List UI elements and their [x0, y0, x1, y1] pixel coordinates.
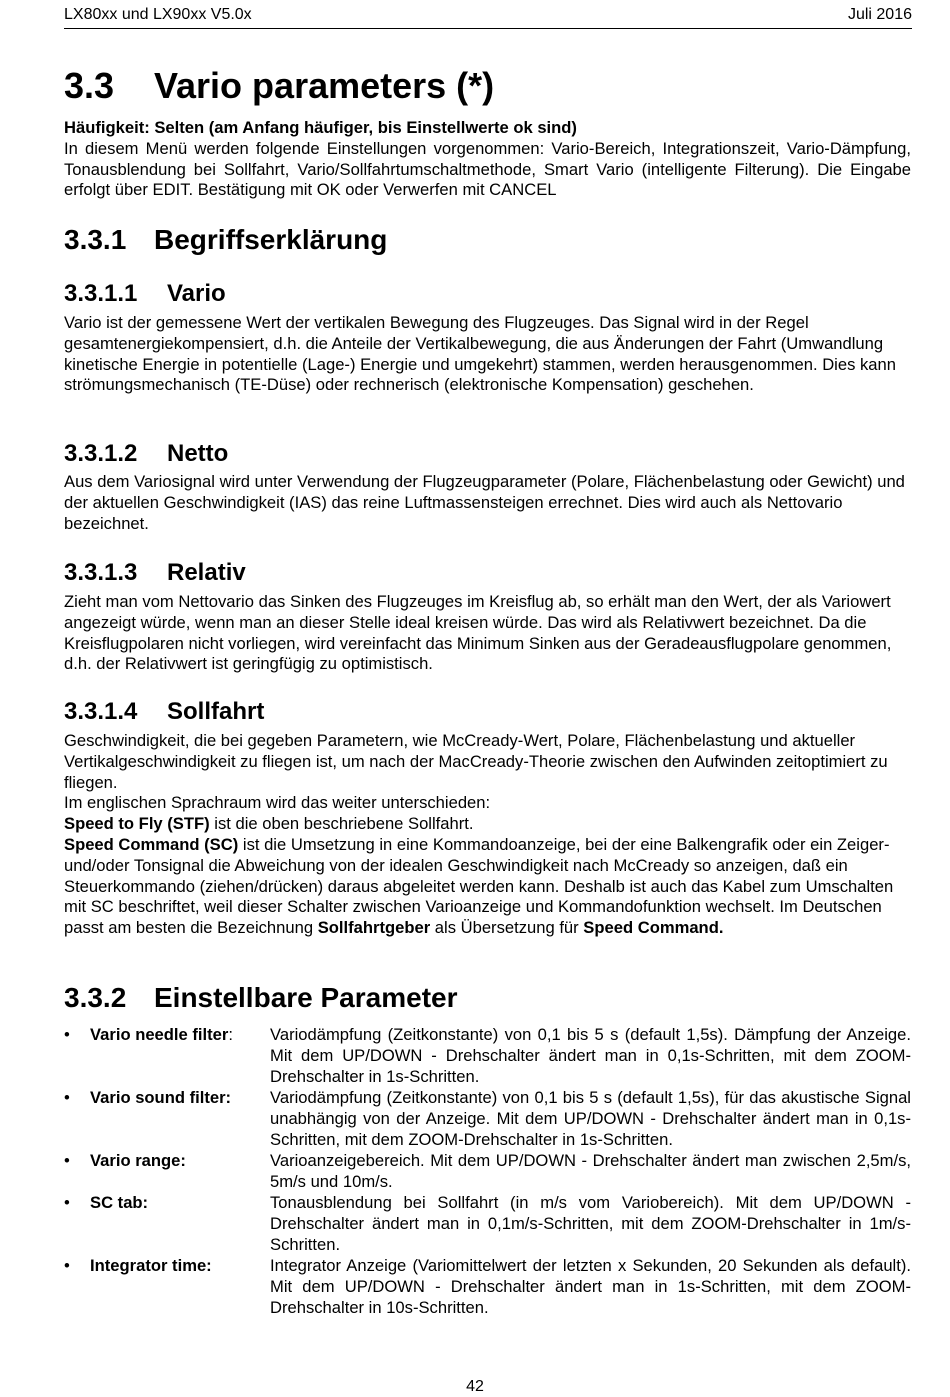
bullet: • — [64, 1256, 70, 1275]
parameter-name: Integrator time: — [90, 1256, 212, 1275]
heading-number: 3.3.1.2 — [64, 440, 138, 467]
sc-term: Speed Command (SC) — [64, 834, 239, 854]
parameter-name: Vario needle filter: — [90, 1025, 233, 1044]
heading-title: Relativ — [167, 559, 246, 586]
parameter-list — [64, 1024, 911, 1318]
parameter-item — [64, 1255, 911, 1318]
intro-text: In diesem Menü werden folgende Einstellungen vorgenommen: Vario-Bereich, Integrationszeit, Vario-Dämpfung, Tonausblendung bei Sollfahrt, Vario/Sollfahrtumschaltmethode, Smart Vario (intelligente Filterung). Die Eingabe erfolgt über EDIT. Bestätigung mit OK oder Verwerfen mit CANCEL — [64, 138, 911, 200]
sc-term-german: Sollfahrtgeber — [317, 918, 431, 938]
parameter-item — [64, 1024, 911, 1087]
sollfahrt-text-1: Geschwindigkeit, die bei gegeben Parametern, wie McCready-Wert, Polare, Flächenbelastung und aktueller Vertikalgeschwindigkeit zu fliegen ist, um nach der MacCready-Theorie zwischen den Aufwinden zeitoptimiert zu fliegen. — [64, 731, 888, 792]
page-number: 42 — [466, 1378, 484, 1395]
parameter-name: Vario range: — [90, 1151, 186, 1170]
heading-relativ — [64, 558, 246, 588]
subsection-number: 3.3.2 — [64, 982, 127, 1013]
intro-paragraph — [64, 118, 911, 201]
sc-term-end: Speed Command. — [583, 918, 724, 938]
parameter-description: Integrator Anzeige (Variomittelwert der letzten x Sekunden, 20 Sekunden als default). Mit dem UP/DOWN - Drehschalter ändert man in 1s-Schritten, mit dem ZOOM-Drehschalter in 10s-Schritten. — [270, 1256, 911, 1317]
parameter-item — [64, 1192, 911, 1255]
heading-number: 3.3.1.1 — [64, 280, 138, 307]
header-date: Juli 2016 — [847, 6, 912, 23]
section-number: 3.3 — [64, 65, 115, 106]
sc-text: ist die Umsetzung in eine Kommandoanzeige, bei der eine Balkengrafik oder ein Zeiger- und/oder Tonsignal die Abweichung von der idealen Geschwindigkeit nach McCready so anzeigen, daß ein Steuerkommando (ziehen/drücken) daraus abgeleitet werden kann. Deshalb ist auch das Kabel zum Umschalten mit SC beschriftet, weil dieser Schalter zwischen Varioanzeige und Kommandofunktion wechselt. Im Deutschen passt am besten die Bezeichnung — [64, 834, 894, 938]
stf-term: Speed to Fly (STF) — [64, 814, 210, 834]
vario-paragraph: Vario ist der gemessene Wert der vertikalen Bewegung des Flugzeuges. Das Signal wird in der Regel gesamtenergiekompensiert, d.h. die Anteile der Vertikalbewegung, die aus Änderungen der Fahrt (Umwandlung kinetische Energie in potentielle (Lage-) Energie und umgekehrt) stammen, werden herausgenommen. Dies kann strömungsmechanisch (TE-Düse) oder rechnerisch (elektronische Kompensation) geschehen. — [64, 313, 896, 395]
parameter-name: Vario sound filter: — [90, 1088, 232, 1107]
sc-text-2: als Übersetzung für — [430, 918, 584, 938]
heading-number: 3.3.1.3 — [64, 559, 138, 586]
subsection-heading-definitions — [64, 223, 387, 257]
parameter-item — [64, 1150, 911, 1192]
heading-netto — [64, 439, 228, 469]
subsection-title: Begriffserklärung — [154, 224, 388, 255]
heading-title: Sollfahrt — [167, 698, 265, 725]
sollfahrt-paragraph — [64, 731, 911, 939]
heading-sollfahrt — [64, 697, 264, 727]
subsection-number: 3.3.1 — [64, 224, 127, 255]
bullet: • — [64, 1151, 70, 1170]
heading-number: 3.3.1.4 — [64, 698, 138, 725]
sollfahrt-text-2: Im englischen Sprachraum wird das weiter unterschieden: — [64, 793, 491, 813]
parameter-description: Variodämpfung (Zeitkonstante) von 0,1 bis 5 s (default 1,5s), für das akustische Signal unabhängig von der Anzeige. Mit dem UP/DOWN - Drehschalter ändert man in 0,1s-Schritten, mit dem ZOOM-Drehschalter in 1s-Schritten. — [270, 1088, 911, 1149]
parameter-description: Variodämpfung (Zeitkonstante) von 0,1 bis 5 s (default 1,5s). Dämpfung der Anzeige. Mit dem UP/DOWN - Drehschalter ändert man in 0,1s-Schritten, mit dem ZOOM-Drehschalter in 1s-Schritten. — [270, 1025, 911, 1086]
subsection-heading-parameters — [64, 981, 458, 1015]
bullet: • — [64, 1025, 70, 1044]
section-heading — [64, 64, 494, 108]
relativ-paragraph: Zieht man vom Nettovario das Sinken des Flugzeuges im Kreisflug ab, so erhält man den Wert, der als Variowert angezeigt würde, wenn man an dieser Stelle ideal kreisen würde. Das wird als Relativwert bezeichnet. Da die Kreisflugpolaren nicht vorliegen, wird vereinfacht das Minimum Sinken aus der Geradeausflugpolare genommen, d.h. der Relativwert ist geringfügig zu optimistisch. — [64, 592, 892, 674]
heading-title: Netto — [167, 440, 229, 467]
subsection-title: Einstellbare Parameter — [154, 982, 458, 1013]
parameter-description: Varioanzeigebereich. Mit dem UP/DOWN - Drehschalter ändert man zwischen 2,5m/s, 5m/s und 10m/s. — [270, 1151, 911, 1191]
stf-text: ist die oben beschriebene Sollfahrt. — [209, 814, 474, 834]
parameter-description: Tonausblendung bei Sollfahrt (in m/s vom Variobereich). Mit dem UP/DOWN - Drehschalter ändert man in 0,1m/s-Schritten, mit dem ZOOM-Drehschalter in 1m/s-Schritten. — [270, 1193, 911, 1254]
header-title: LX80xx und LX90xx V5.0x — [64, 6, 252, 23]
heading-title: Vario — [167, 280, 226, 307]
bullet: • — [64, 1088, 70, 1107]
page-header — [64, 6, 912, 29]
section-title: Vario parameters (*) — [154, 65, 495, 106]
bullet: • — [64, 1193, 70, 1212]
parameter-item — [64, 1087, 911, 1150]
parameter-name: SC tab: — [90, 1193, 149, 1212]
intro-frequency: Häufigkeit: Selten (am Anfang häufiger, bis Einstellwerte ok sind) — [64, 118, 577, 137]
heading-vario — [64, 279, 226, 309]
netto-paragraph: Aus dem Variosignal wird unter Verwendung der Flugzeugparameter (Polare, Flächenbelastung oder Gewicht) und der aktuellen Geschwindigkeit (IAS) das reine Luftmassensteigen errechnet. Dies wird auch als Nettovario bezeichnet. — [64, 472, 905, 533]
